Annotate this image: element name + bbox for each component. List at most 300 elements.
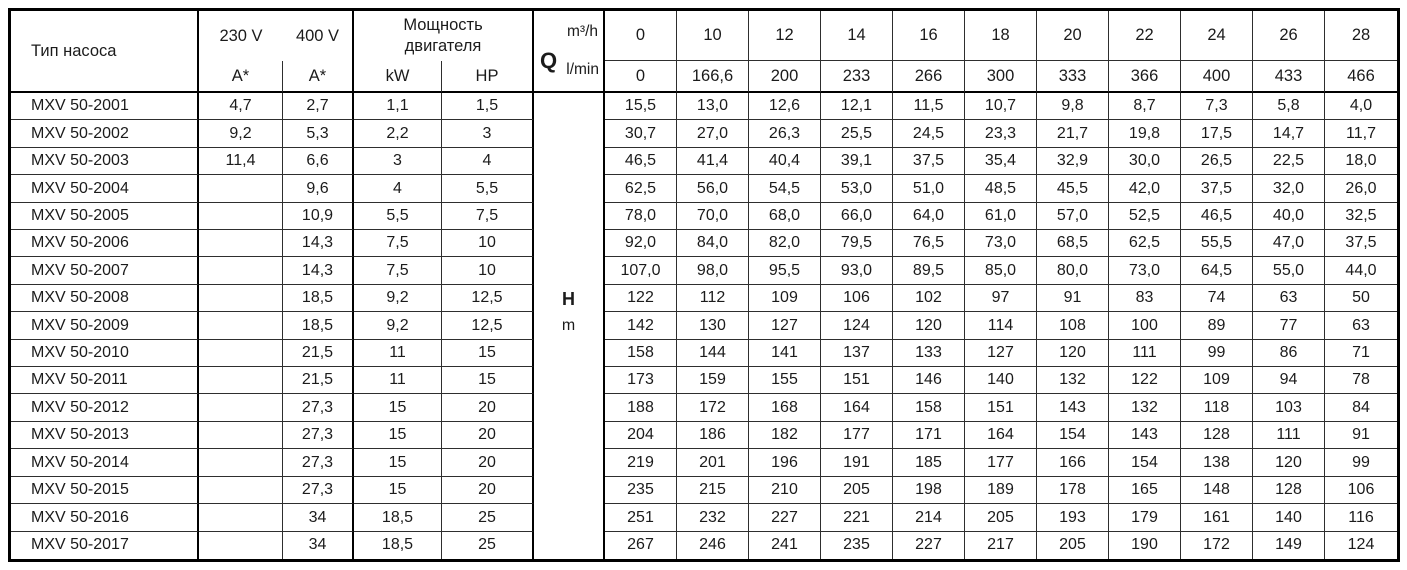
head-value-cell: 164 <box>821 394 893 421</box>
motor-power-label: Мощность двигателя <box>403 16 483 55</box>
q-label: Q <box>540 48 558 73</box>
head-value-cell: 63 <box>1253 285 1325 312</box>
head-value-cell: 215 <box>677 477 749 504</box>
head-value-cell: 118 <box>1181 394 1253 421</box>
head-value-cell: 26,3 <box>749 120 821 147</box>
power-kw-cell: 7,5 <box>354 230 442 257</box>
head-value-cell: 217 <box>965 532 1037 560</box>
head-value-cell: 111 <box>1253 422 1325 449</box>
head-value-cell: 73,0 <box>1109 257 1181 284</box>
head-value-cell: 227 <box>893 532 965 560</box>
head-value-cell: 13,0 <box>677 93 749 120</box>
head-value-cell: 18,0 <box>1325 148 1397 175</box>
pump-model-cell: MXV 50-2007 <box>11 257 199 284</box>
head-value-cell: 201 <box>677 449 749 476</box>
head-value-cell: 64,0 <box>893 203 965 230</box>
head-value-cell: 85,0 <box>965 257 1037 284</box>
head-value-cell: 63 <box>1325 312 1397 339</box>
head-symbol-cell <box>534 93 605 559</box>
power-hp-cell: 3 <box>442 120 534 147</box>
power-kw-cell: 15 <box>354 477 442 504</box>
head-value-cell: 196 <box>749 449 821 476</box>
flow-m3h-cell: 28 <box>1325 11 1397 61</box>
head-value-cell: 198 <box>893 477 965 504</box>
head-value-cell: 40,4 <box>749 148 821 175</box>
head-value-cell: 70,0 <box>677 203 749 230</box>
pump-model-cell: MXV 50-2008 <box>11 285 199 312</box>
voltage-230-header: 230 V <box>219 26 263 45</box>
amps-400-cell: 27,3 <box>283 422 354 449</box>
head-value-cell: 7,3 <box>1181 93 1253 120</box>
power-hp-cell: 4 <box>442 148 534 175</box>
head-value-cell: 51,0 <box>893 175 965 202</box>
head-value-cell: 32,9 <box>1037 148 1109 175</box>
table-row <box>11 532 1397 560</box>
amps-230-cell <box>199 504 283 531</box>
head-value-cell: 12,1 <box>821 93 893 120</box>
head-value-cell: 122 <box>1109 367 1181 394</box>
power-kw-cell: 1,1 <box>354 93 442 120</box>
flow-lmin-cell: 200 <box>749 61 821 93</box>
head-value-cell: 19,8 <box>1109 120 1181 147</box>
head-value-cell: 35,4 <box>965 148 1037 175</box>
head-value-cell: 32,5 <box>1325 203 1397 230</box>
pump-model-cell: MXV 50-2002 <box>11 120 199 147</box>
head-value-cell: 204 <box>605 422 677 449</box>
head-value-cell: 159 <box>677 367 749 394</box>
motor-power-header <box>354 11 534 61</box>
amps-230-cell <box>199 532 283 560</box>
head-value-cell: 77 <box>1253 312 1325 339</box>
kw-header: kW <box>354 61 442 93</box>
head-value-cell: 55,5 <box>1181 230 1253 257</box>
head-value-cell: 127 <box>965 340 1037 367</box>
head-value-cell: 185 <box>893 449 965 476</box>
pump-model-cell: MXV 50-2004 <box>11 175 199 202</box>
head-value-cell: 111 <box>1109 340 1181 367</box>
head-value-cell: 74 <box>1181 285 1253 312</box>
head-value-cell: 94 <box>1253 367 1325 394</box>
head-value-cell: 116 <box>1325 504 1397 531</box>
head-value-cell: 42,0 <box>1109 175 1181 202</box>
head-value-cell: 5,8 <box>1253 93 1325 120</box>
head-value-cell: 232 <box>677 504 749 531</box>
pump-model-cell: MXV 50-2006 <box>11 230 199 257</box>
power-kw-cell: 9,2 <box>354 285 442 312</box>
head-value-cell: 164 <box>965 422 1037 449</box>
head-value-cell: 8,7 <box>1109 93 1181 120</box>
amps-230-cell <box>199 477 283 504</box>
head-value-cell: 66,0 <box>821 203 893 230</box>
head-value-cell: 27,0 <box>677 120 749 147</box>
pump-model-cell: MXV 50-2012 <box>11 394 199 421</box>
pump-model-cell: MXV 50-2003 <box>11 148 199 175</box>
head-value-cell: 80,0 <box>1037 257 1109 284</box>
amps-400-cell: 10,9 <box>283 203 354 230</box>
head-value-cell: 124 <box>821 312 893 339</box>
head-value-cell: 89,5 <box>893 257 965 284</box>
head-value-cell: 14,7 <box>1253 120 1325 147</box>
head-value-cell: 173 <box>605 367 677 394</box>
header-row-1 <box>11 11 1397 61</box>
head-value-cell: 246 <box>677 532 749 560</box>
pump-specs-table <box>8 8 1400 562</box>
head-value-cell: 109 <box>1181 367 1253 394</box>
head-value-cell: 55,0 <box>1253 257 1325 284</box>
head-value-cell: 143 <box>1037 394 1109 421</box>
head-value-cell: 103 <box>1253 394 1325 421</box>
head-value-cell: 120 <box>1253 449 1325 476</box>
power-kw-cell: 2,2 <box>354 120 442 147</box>
flow-m3h-cell: 26 <box>1253 11 1325 61</box>
flow-m3h-cell: 18 <box>965 11 1037 61</box>
power-kw-cell: 18,5 <box>354 504 442 531</box>
flow-lmin-cell: 0 <box>605 61 677 93</box>
flow-lmin-cell: 266 <box>893 61 965 93</box>
head-value-cell: 44,0 <box>1325 257 1397 284</box>
power-hp-cell: 5,5 <box>442 175 534 202</box>
head-value-cell: 89 <box>1181 312 1253 339</box>
head-value-cell: 93,0 <box>821 257 893 284</box>
head-value-cell: 26,5 <box>1181 148 1253 175</box>
amps-400-cell: 34 <box>283 504 354 531</box>
table-row <box>11 367 1397 394</box>
head-value-cell: 97 <box>965 285 1037 312</box>
head-value-cell: 83 <box>1109 285 1181 312</box>
power-kw-cell: 11 <box>354 340 442 367</box>
flow-lmin-cell: 333 <box>1037 61 1109 93</box>
amps-230-cell <box>199 367 283 394</box>
head-value-cell: 132 <box>1037 367 1109 394</box>
head-value-cell: 41,4 <box>677 148 749 175</box>
flow-m3h-cell: 16 <box>893 11 965 61</box>
head-value-cell: 106 <box>1325 477 1397 504</box>
flow-m3h-cell: 12 <box>749 11 821 61</box>
head-value-cell: 17,5 <box>1181 120 1253 147</box>
amps-230-header: A* <box>199 61 283 93</box>
power-kw-cell: 15 <box>354 394 442 421</box>
power-kw-cell: 18,5 <box>354 532 442 560</box>
head-value-cell: 10,7 <box>965 93 1037 120</box>
head-value-cell: 53,0 <box>821 175 893 202</box>
power-hp-cell: 1,5 <box>442 93 534 120</box>
amps-400-cell: 27,3 <box>283 394 354 421</box>
head-value-cell: 214 <box>893 504 965 531</box>
head-value-cell: 40,0 <box>1253 203 1325 230</box>
head-value-cell: 144 <box>677 340 749 367</box>
head-value-cell: 39,1 <box>821 148 893 175</box>
flow-m3h-cell: 22 <box>1109 11 1181 61</box>
amps-230-cell <box>199 175 283 202</box>
head-value-cell: 189 <box>965 477 1037 504</box>
amps-230-cell: 11,4 <box>199 148 283 175</box>
power-hp-cell: 12,5 <box>442 312 534 339</box>
pump-model-cell: MXV 50-2014 <box>11 449 199 476</box>
amps-400-cell: 14,3 <box>283 257 354 284</box>
pump-table-body <box>11 93 1397 559</box>
table-row <box>11 477 1397 504</box>
head-value-cell: 37,5 <box>1325 230 1397 257</box>
pump-model-cell: MXV 50-2011 <box>11 367 199 394</box>
head-value-cell: 154 <box>1109 449 1181 476</box>
power-kw-cell: 9,2 <box>354 312 442 339</box>
head-value-cell: 45,5 <box>1037 175 1109 202</box>
head-value-cell: 142 <box>605 312 677 339</box>
head-value-cell: 78,0 <box>605 203 677 230</box>
head-value-cell: 23,3 <box>965 120 1037 147</box>
head-value-cell: 191 <box>821 449 893 476</box>
flow-lmin-cell: 166,6 <box>677 61 749 93</box>
head-value-cell: 182 <box>749 422 821 449</box>
head-value-cell: 56,0 <box>677 175 749 202</box>
amps-230-cell: 4,7 <box>199 93 283 120</box>
head-value-cell: 172 <box>1181 532 1253 560</box>
head-value-cell: 221 <box>821 504 893 531</box>
amps-230-cell <box>199 285 283 312</box>
table-row <box>11 148 1397 175</box>
amps-400-cell: 27,3 <box>283 449 354 476</box>
head-value-cell: 37,5 <box>893 148 965 175</box>
amps-230-cell <box>199 230 283 257</box>
head-value-cell: 171 <box>893 422 965 449</box>
head-value-cell: 133 <box>893 340 965 367</box>
head-value-cell: 15,5 <box>605 93 677 120</box>
head-value-cell: 109 <box>749 285 821 312</box>
amps-400-cell: 14,3 <box>283 230 354 257</box>
head-value-cell: 130 <box>677 312 749 339</box>
head-value-cell: 251 <box>605 504 677 531</box>
power-hp-cell: 10 <box>442 230 534 257</box>
head-value-cell: 205 <box>1037 532 1109 560</box>
header-row-2 <box>11 61 1397 93</box>
head-value-cell: 138 <box>1181 449 1253 476</box>
head-value-cell: 227 <box>749 504 821 531</box>
head-value-cell: 235 <box>821 532 893 560</box>
head-value-cell: 112 <box>677 285 749 312</box>
head-value-cell: 86 <box>1253 340 1325 367</box>
pump-model-cell: MXV 50-2001 <box>11 93 199 120</box>
amps-400-cell: 6,6 <box>283 148 354 175</box>
table-row <box>11 203 1397 230</box>
head-value-cell: 106 <box>821 285 893 312</box>
head-value-cell: 177 <box>965 449 1037 476</box>
hp-header: HP <box>442 61 534 93</box>
head-value-cell: 205 <box>821 477 893 504</box>
head-value-cell: 26,0 <box>1325 175 1397 202</box>
table-header <box>11 11 1397 93</box>
pump-model-cell: MXV 50-2015 <box>11 477 199 504</box>
power-kw-cell: 15 <box>354 422 442 449</box>
head-value-cell: 30,0 <box>1109 148 1181 175</box>
table-row <box>11 175 1397 202</box>
flow-m3h-cell: 14 <box>821 11 893 61</box>
power-hp-cell: 25 <box>442 504 534 531</box>
head-value-cell: 154 <box>1037 422 1109 449</box>
amps-400-cell: 5,3 <box>283 120 354 147</box>
flow-lmin-cell: 366 <box>1109 61 1181 93</box>
head-value-cell: 50 <box>1325 285 1397 312</box>
head-value-cell: 127 <box>749 312 821 339</box>
amps-400-cell: 2,7 <box>283 93 354 120</box>
head-value-cell: 140 <box>1253 504 1325 531</box>
amps-400-cell: 21,5 <box>283 367 354 394</box>
head-value-cell: 107,0 <box>605 257 677 284</box>
head-value-cell: 32,0 <box>1253 175 1325 202</box>
head-value-cell: 91 <box>1037 285 1109 312</box>
head-value-cell: 30,7 <box>605 120 677 147</box>
head-value-cell: 166 <box>1037 449 1109 476</box>
head-value-cell: 99 <box>1325 449 1397 476</box>
head-value-cell: 24,5 <box>893 120 965 147</box>
power-hp-cell: 25 <box>442 532 534 560</box>
amps-230-cell <box>199 449 283 476</box>
head-value-cell: 79,5 <box>821 230 893 257</box>
flow-lmin-cell: 466 <box>1325 61 1397 93</box>
head-value-cell: 140 <box>965 367 1037 394</box>
amps-400-cell: 18,5 <box>283 312 354 339</box>
head-value-cell: 22,5 <box>1253 148 1325 175</box>
head-value-cell: 73,0 <box>965 230 1037 257</box>
head-value-cell: 122 <box>605 285 677 312</box>
flow-m3h-cell: 24 <box>1181 11 1253 61</box>
table-row <box>11 230 1397 257</box>
table-row <box>11 422 1397 449</box>
power-hp-cell: 20 <box>442 394 534 421</box>
head-value-cell: 62,5 <box>605 175 677 202</box>
head-value-cell: 120 <box>893 312 965 339</box>
flow-lmin-cell: 233 <box>821 61 893 93</box>
head-value-cell: 193 <box>1037 504 1109 531</box>
head-value-cell: 47,0 <box>1253 230 1325 257</box>
power-hp-cell: 10 <box>442 257 534 284</box>
q-unit-m3h-label: m³/h <box>567 23 598 40</box>
head-value-cell: 177 <box>821 422 893 449</box>
head-value-cell: 52,5 <box>1109 203 1181 230</box>
head-value-cell: 71 <box>1325 340 1397 367</box>
head-value-cell: 124 <box>1347 536 1375 554</box>
pump-model-cell: MXV 50-2009 <box>11 312 199 339</box>
head-value-cell: 155 <box>749 367 821 394</box>
head-value-cell: 4,0 <box>1325 93 1397 120</box>
amps-230-cell <box>199 340 283 367</box>
power-kw-cell: 15 <box>354 449 442 476</box>
head-value-cell: 149 <box>1253 532 1325 560</box>
head-value-cell: 128 <box>1181 422 1253 449</box>
head-value-cell: 114 <box>965 312 1037 339</box>
amps-400-cell: 34 <box>283 532 354 560</box>
head-value-cell: 190 <box>1109 532 1181 560</box>
head-value-cell: 137 <box>821 340 893 367</box>
pump-model-cell: MXV 50-2017 <box>11 532 199 560</box>
head-value-cell: 151 <box>965 394 1037 421</box>
head-value-cell: 128 <box>1253 477 1325 504</box>
flow-m3h-cell: 10 <box>677 11 749 61</box>
head-value-cell: 95,5 <box>749 257 821 284</box>
power-hp-cell: 7,5 <box>442 203 534 230</box>
power-kw-cell: 11 <box>354 367 442 394</box>
head-value-cell: 141 <box>749 340 821 367</box>
head-value-cell: 12,6 <box>749 93 821 120</box>
power-kw-cell: 4 <box>354 175 442 202</box>
amps-230-cell <box>199 257 283 284</box>
head-value-cell: 61,0 <box>965 203 1037 230</box>
head-value-cell: 120 <box>1037 340 1109 367</box>
head-value-cell: 21,7 <box>1037 120 1109 147</box>
head-value-cell: 78 <box>1325 367 1397 394</box>
head-value-cell: 100 <box>1109 312 1181 339</box>
head-value-cell: 98,0 <box>677 257 749 284</box>
head-value-cell: 161 <box>1181 504 1253 531</box>
head-value-cell: 108 <box>1037 312 1109 339</box>
head-value-cell: 102 <box>893 285 965 312</box>
table-row <box>11 394 1397 421</box>
power-hp-cell: 20 <box>442 449 534 476</box>
amps-400-cell: 27,3 <box>283 477 354 504</box>
power-hp-cell: 20 <box>442 422 534 449</box>
amps-230-cell <box>199 422 283 449</box>
head-value-cell: 64,5 <box>1181 257 1253 284</box>
head-value-cell: 146 <box>893 367 965 394</box>
head-value-cell: 9,8 <box>1037 93 1109 120</box>
head-value-cell: 84 <box>1325 394 1397 421</box>
table-row <box>11 449 1397 476</box>
head-value-cell: 68,5 <box>1037 230 1109 257</box>
head-value-cell: 219 <box>605 449 677 476</box>
power-hp-cell: 15 <box>442 367 534 394</box>
amps-400-cell: 9,6 <box>283 175 354 202</box>
table-row <box>11 285 1397 312</box>
table-row <box>11 504 1397 531</box>
head-value-cell: 84,0 <box>677 230 749 257</box>
head-value-cell: 46,5 <box>605 148 677 175</box>
head-value-cell: 82,0 <box>749 230 821 257</box>
head-value-cell: 205 <box>965 504 1037 531</box>
head-value-cell: 62,5 <box>1109 230 1181 257</box>
head-symbol <box>534 290 603 334</box>
head-value-cell: 241 <box>749 532 821 560</box>
head-value-cell: 178 <box>1037 477 1109 504</box>
amps-400-header: A* <box>283 61 354 93</box>
head-value-cell: 148 <box>1181 477 1253 504</box>
head-value-cell: 48,5 <box>965 175 1037 202</box>
head-value-cell: 143 <box>1109 422 1181 449</box>
head-value-cell: 25,5 <box>821 120 893 147</box>
head-value-cell: 11,5 <box>893 93 965 120</box>
power-kw-cell: 3 <box>354 148 442 175</box>
flow-symbol-header-cell <box>534 11 605 93</box>
head-value-cell: 188 <box>605 394 677 421</box>
head-value-cell: 151 <box>821 367 893 394</box>
head-value-cell: 37,5 <box>1181 175 1253 202</box>
pump-model-cell: MXV 50-2013 <box>11 422 199 449</box>
h-unit-label: m <box>561 316 576 334</box>
head-value-cell: 235 <box>605 477 677 504</box>
q-unit-lmin-label: l/min <box>566 61 599 78</box>
table-row <box>11 312 1397 339</box>
amps-230-cell: 9,2 <box>199 120 283 147</box>
flow-lmin-cell: 300 <box>965 61 1037 93</box>
head-value-cell: 267 <box>605 532 677 560</box>
flow-lmin-cell: 433 <box>1253 61 1325 93</box>
head-value-cell: 132 <box>1109 394 1181 421</box>
voltage-400-header: 400 V <box>283 11 354 61</box>
amps-230-cell <box>199 312 283 339</box>
pump-model-cell: MXV 50-2016 <box>11 504 199 531</box>
amps-400-cell: 18,5 <box>283 285 354 312</box>
pump-model-cell: MXV 50-2005 <box>11 203 199 230</box>
flow-m3h-cell: 20 <box>1037 11 1109 61</box>
head-value-cell: 179 <box>1109 504 1181 531</box>
